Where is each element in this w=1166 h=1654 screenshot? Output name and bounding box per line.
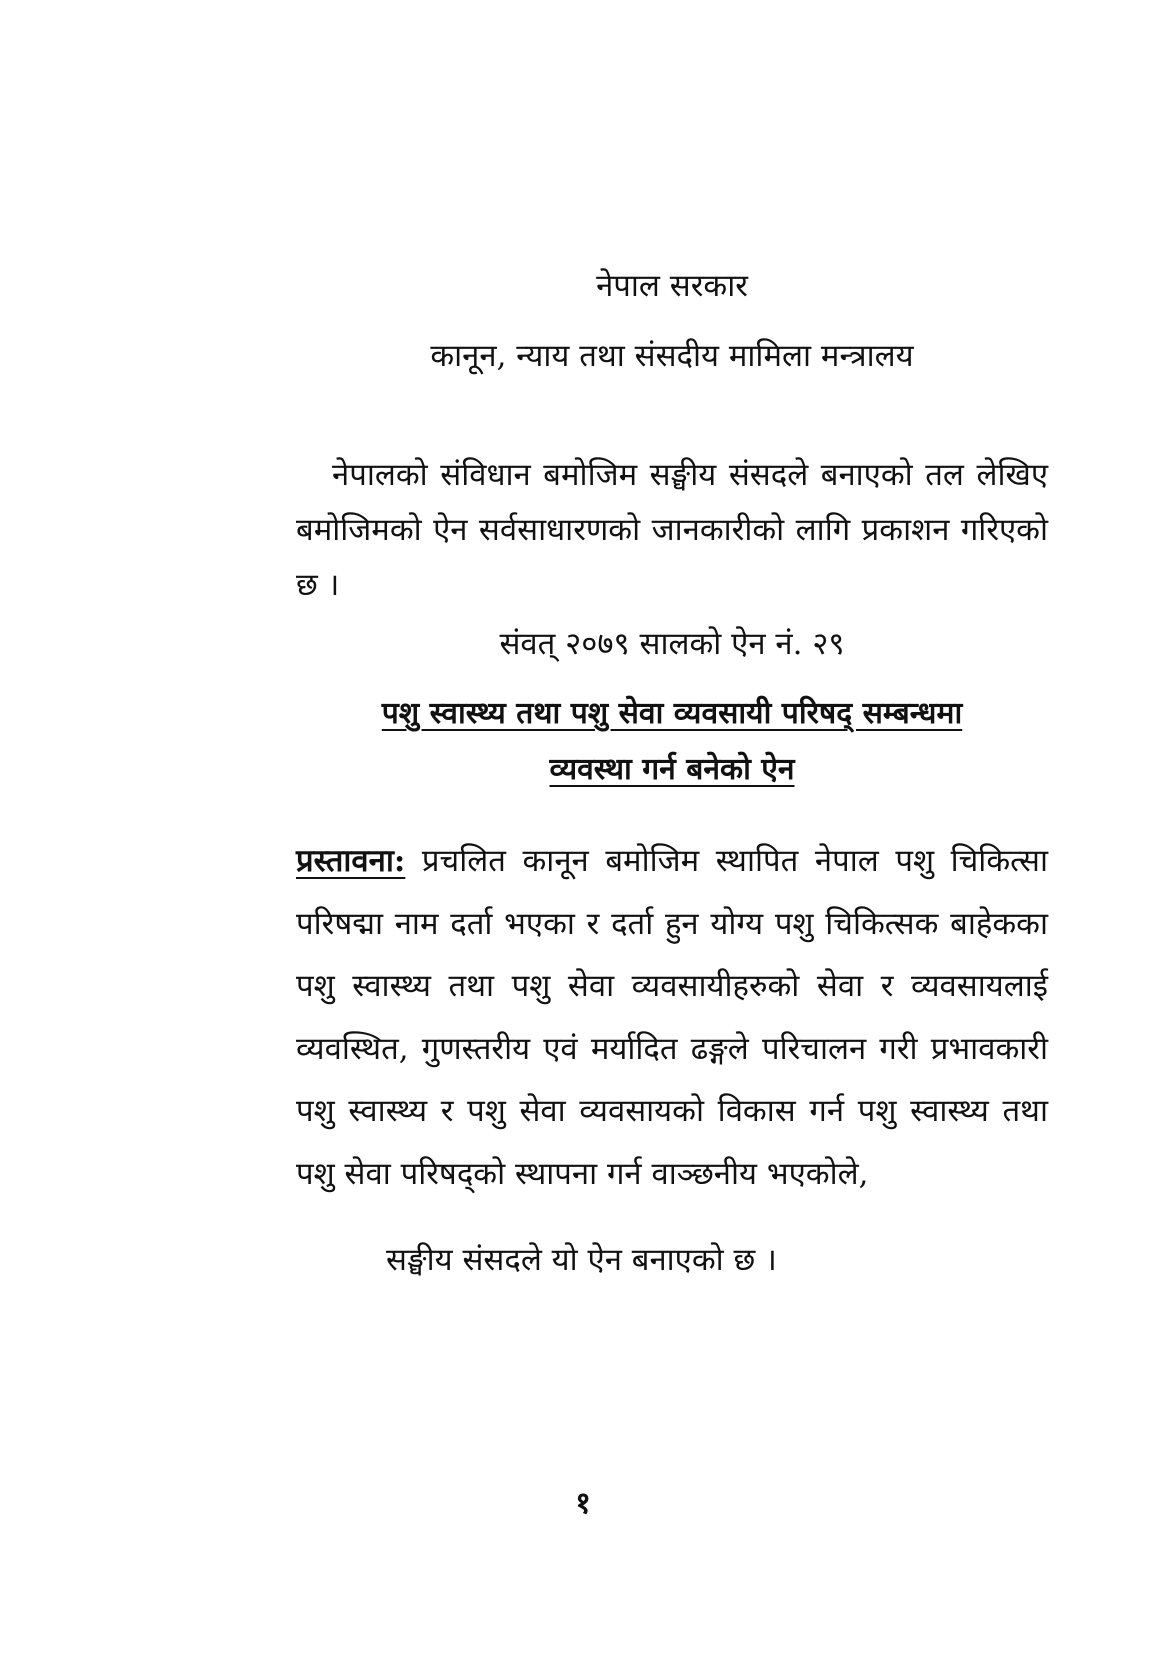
- act-title-line-2: व्यवस्था गर्न बनेको ऐन: [549, 752, 795, 787]
- ministry-heading: कानून, न्याय तथा संसदीय मामिला मन्त्रालय: [430, 338, 914, 374]
- preamble-text: प्रचलित कानून बमोजिम स्थापित नेपाल पशु चिकित्सा परिषद्मा नाम दर्ता भएका र दर्ता हुन योग्य पशु चिकित्सक बाहेकका पशु स्वास्थ्य तथा पशु सेवा व्यवसायीहरुको सेवा र व्यवसायलाई व्यवस्थित, गुणस्तरीय एवं मर्यादित ढङ्गले परिचालन गरी प्रभावकारी पशु स्वास्थ्य र पशु सेवा व्यवसायको विकास गर्न पशु स्वास्थ्य तथा पशु सेवा परिषद्को स्थापना गर्न वाञ्छनीय भएकोले,: [296, 843, 1048, 1192]
- act-title: [296, 686, 1048, 798]
- enactment-clause: सङ्घीय संसदले यो ऐन बनाएको छ ।: [386, 1242, 777, 1278]
- act-number: संवत् २०७९ सालको ऐन नं. २९: [499, 626, 845, 662]
- government-heading: नेपाल सरकार: [596, 268, 748, 304]
- page-number: १: [575, 1486, 591, 1521]
- intro-paragraph: [296, 448, 1048, 613]
- intro-text: नेपालको संविधान बमोजिम सङ्घीय संसदले बनाएको तल लेखिए बमोजिमको ऐन सर्वसाधारणको जानकारीको लागि प्रकाशन गरिएको छ ।: [296, 457, 1048, 603]
- preamble-paragraph: [296, 830, 1048, 1205]
- preamble-label: प्रस्तावना:: [296, 843, 406, 879]
- act-title-line-1: पशु स्वास्थ्य तथा पशु सेवा व्यवसायी परिषद् सम्बन्धमा: [381, 696, 963, 731]
